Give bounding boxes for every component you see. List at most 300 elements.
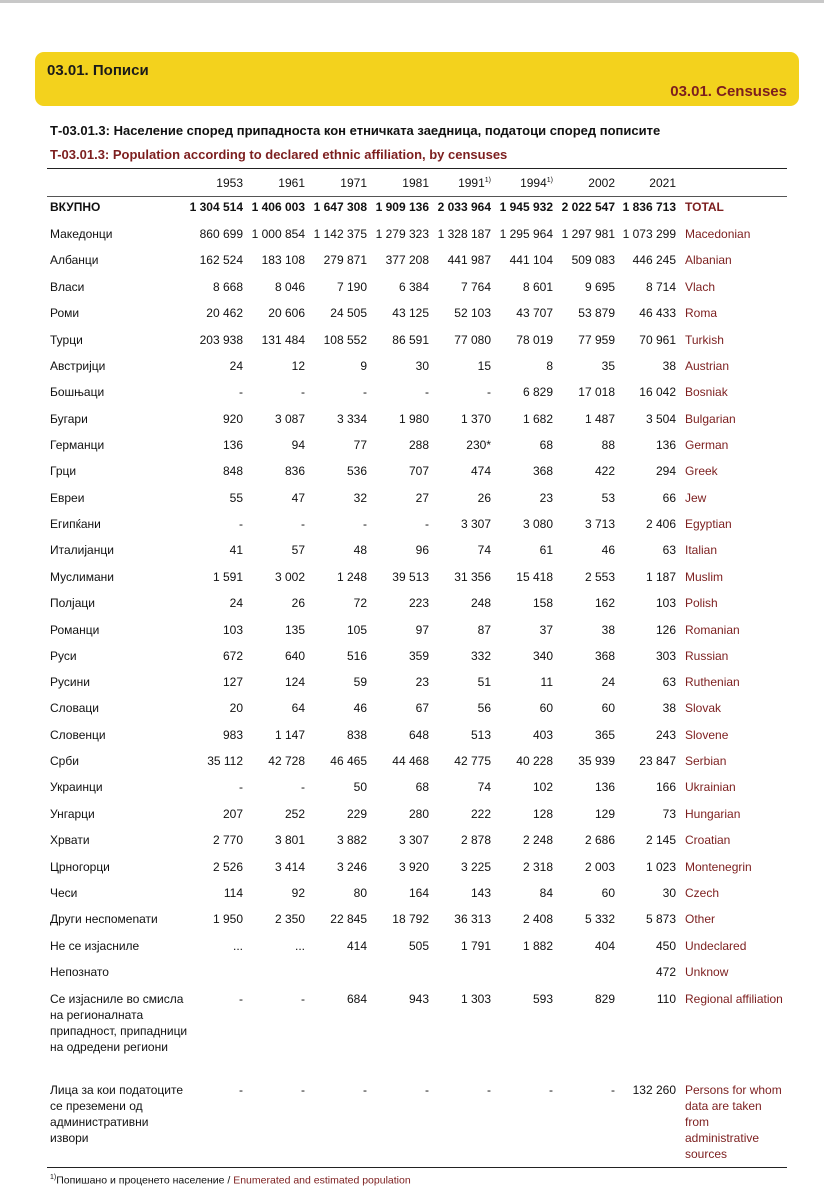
cell-1961: - <box>301 517 305 531</box>
cell-1991: 31 356 <box>454 570 491 584</box>
cell-1994: 1 945 932 <box>499 200 553 214</box>
cell-1991: 42 775 <box>454 754 491 768</box>
cell-1981: 1 909 136 <box>375 200 429 214</box>
cell-1961: 252 <box>284 807 305 821</box>
year-label: 1994 <box>520 176 547 190</box>
cell-1991: 56 <box>477 701 491 715</box>
cell-1953: 127 <box>222 675 243 689</box>
cell-1991: 51 <box>477 675 491 689</box>
cell-1991: 36 313 <box>454 912 491 926</box>
cell-1971: 229 <box>346 807 367 821</box>
cell-2021: 23 847 <box>639 754 676 768</box>
cell-1953: 20 <box>229 701 243 715</box>
cell-2021: 110 <box>656 992 676 1006</box>
cell-2021: 132 260 <box>632 1083 676 1097</box>
cell-1953: 35 112 <box>207 754 243 768</box>
cell-1953: - <box>239 780 243 794</box>
row-label-en: Russian <box>685 649 729 663</box>
footnote-text-en: Enumerated and estimated population <box>233 1174 411 1187</box>
row-label-mk: Црногорци <box>50 860 110 874</box>
row-label-en: Turkish <box>685 333 724 347</box>
cell-1971: 48 <box>353 543 367 557</box>
cell-2002: 829 <box>594 992 615 1006</box>
cell-1991: 74 <box>477 543 491 557</box>
row-label-mk: Унгарци <box>50 807 95 821</box>
cell-1971: 22 845 <box>330 912 367 926</box>
row-label-en: Czech <box>685 886 720 900</box>
cell-1971: 684 <box>346 992 367 1006</box>
cell-1994: 158 <box>532 596 553 610</box>
row-label-mk: Непознато <box>50 965 109 979</box>
cell-2021: 70 961 <box>639 333 676 347</box>
cell-2002: 422 <box>594 464 615 478</box>
cell-2021: 166 <box>655 780 676 794</box>
row-label-en: Roma <box>685 306 718 320</box>
year-label: 1961 <box>278 176 305 190</box>
cell-2002: 35 939 <box>578 754 615 768</box>
cell-1971: 46 465 <box>330 754 367 768</box>
cell-1971: 32 <box>353 491 367 505</box>
row-label-en: Bosniak <box>685 385 728 399</box>
cell-1961: 1 406 003 <box>251 200 305 214</box>
cell-1953: 136 <box>222 438 243 452</box>
cell-1953: 983 <box>222 728 243 742</box>
cell-1953: 2 526 <box>212 860 243 874</box>
row-label-mk: Германци <box>50 438 105 452</box>
cell-1981: - <box>425 385 429 399</box>
cell-2002: 129 <box>594 807 615 821</box>
cell-1994: 2 318 <box>522 860 553 874</box>
cell-1994: 403 <box>532 728 553 742</box>
row-label-mk: Лица за кои податоците се преземени од административни извори <box>50 1083 184 1145</box>
cell-2002: 3 713 <box>584 517 615 531</box>
cell-1981: 3 307 <box>398 833 429 847</box>
cell-1961: 12 <box>291 359 305 373</box>
row-label-en: Undeclared <box>685 939 747 953</box>
row-label-mk: Други неспомenати <box>50 912 158 926</box>
cell-1991: 3 225 <box>460 860 491 874</box>
cell-1961: 3 414 <box>274 860 305 874</box>
cell-2002: 24 <box>601 675 615 689</box>
cell-2021: 1 073 299 <box>622 227 676 241</box>
cell-1953: 672 <box>222 649 243 663</box>
cell-2002: 53 879 <box>578 306 615 320</box>
row-label-mk: Бошњаци <box>50 385 105 399</box>
row-label-mk: Полјаци <box>50 596 95 610</box>
cell-1953: 207 <box>222 807 243 821</box>
cell-1971: 414 <box>346 939 367 953</box>
cell-1981: 43 125 <box>392 306 429 320</box>
cell-1991: 222 <box>470 807 491 821</box>
cell-1994: 61 <box>539 543 553 557</box>
cell-1961: 836 <box>284 464 305 478</box>
cell-1961: - <box>301 1083 305 1097</box>
row-label-en: Egyptian <box>685 517 732 531</box>
cell-1961: 8 046 <box>274 280 305 294</box>
cell-1961: ... <box>294 939 305 953</box>
cell-1991: 2 878 <box>460 833 491 847</box>
cell-2002: 5 332 <box>584 912 615 926</box>
cell-1953: ... <box>232 939 243 953</box>
cell-1994: 1 682 <box>522 412 553 426</box>
cell-2021: 2 406 <box>645 517 676 531</box>
banner-title-mk: 03.01. Пописи <box>47 62 149 79</box>
cell-2021: 126 <box>655 623 676 637</box>
year-label: 1991 <box>458 176 485 190</box>
cell-1961: 57 <box>291 543 305 557</box>
cell-1953: 24 <box>229 596 243 610</box>
cell-1971: 7 190 <box>336 280 367 294</box>
cell-1961: 47 <box>291 491 305 505</box>
cell-2002: 1 297 981 <box>561 227 615 241</box>
cell-1953: 1 591 <box>212 570 243 584</box>
cell-2002: 53 <box>601 491 615 505</box>
cell-1981: 67 <box>415 701 429 715</box>
top-border-line <box>0 0 824 3</box>
cell-2021: 1 836 713 <box>622 200 676 214</box>
cell-2021: 3 504 <box>645 412 676 426</box>
cell-2021: 30 <box>662 886 676 900</box>
cell-1961: 1 000 854 <box>251 227 305 241</box>
cell-1991: 15 <box>477 359 491 373</box>
cell-1971: - <box>363 517 367 531</box>
cell-1961: - <box>301 992 305 1006</box>
row-label-mk: Украинци <box>50 780 103 794</box>
cell-1994: 11 <box>540 675 553 689</box>
table-title-mk: Т-03.01.3: Население според припадноста кон етничката заедница, податоци според пописите <box>50 123 661 138</box>
cell-1961: 94 <box>291 438 305 452</box>
cell-1981: 23 <box>415 675 429 689</box>
row-label-mk: Хрвати <box>50 833 90 847</box>
section-banner <box>35 52 799 106</box>
cell-1971: 279 871 <box>323 253 367 267</box>
cell-1994: 40 228 <box>516 754 553 768</box>
cell-1971: 59 <box>353 675 367 689</box>
row-label-mk: Словенци <box>50 728 106 742</box>
footnote <box>50 1174 411 1187</box>
row-label-en: Montenegrin <box>685 860 752 874</box>
cell-1953: 24 <box>229 359 243 373</box>
cell-1953: 1 950 <box>212 912 243 926</box>
cell-1994: 37 <box>539 623 553 637</box>
row-label-en: Vlach <box>685 280 716 294</box>
cell-1953: 203 938 <box>199 333 243 347</box>
cell-1991: 143 <box>470 886 491 900</box>
cell-1991: 26 <box>477 491 491 505</box>
row-label-mk: Словаци <box>50 701 99 715</box>
cell-1961: 42 728 <box>268 754 305 768</box>
cell-2021: 63 <box>662 543 676 557</box>
cell-1971: 1 248 <box>336 570 367 584</box>
cell-1971: 80 <box>353 886 367 900</box>
cell-2021: 294 <box>655 464 676 478</box>
cell-1991: 474 <box>470 464 491 478</box>
footnote-text-mk: Попишано и проценето население / <box>56 1174 231 1187</box>
cell-1991: 1 370 <box>460 412 491 426</box>
cell-1953: - <box>239 385 243 399</box>
row-label-en: Greek <box>685 464 718 478</box>
row-label-en: Jew <box>685 491 707 505</box>
cell-1961: 124 <box>284 675 305 689</box>
cell-1953: 920 <box>222 412 243 426</box>
cell-1953: - <box>239 517 243 531</box>
cell-1961: 20 606 <box>268 306 305 320</box>
cell-1994: 78 019 <box>516 333 553 347</box>
row-label-mk: Турци <box>50 333 83 347</box>
cell-2021: 243 <box>655 728 676 742</box>
cell-2021: 472 <box>655 965 676 979</box>
cell-1991: 248 <box>470 596 491 610</box>
cell-1981: 30 <box>415 359 429 373</box>
table-header-row <box>0 176 824 192</box>
row-label-en: Polish <box>685 596 718 610</box>
row-label-en: TOTAL <box>685 200 724 214</box>
cell-1971: 24 505 <box>330 306 367 320</box>
cell-1953: 103 <box>222 623 243 637</box>
row-label-mk: Се изјасниле во смисла на регионалната припадност, припадници на одредени региони <box>50 992 188 1054</box>
row-label-en: Unknow <box>685 965 729 979</box>
cell-2002: 35 <box>601 359 615 373</box>
cell-1994: 368 <box>532 464 553 478</box>
cell-1961: - <box>301 385 305 399</box>
cell-1961: 3 087 <box>274 412 305 426</box>
row-label-mk: Русини <box>50 675 90 689</box>
cell-2002: 60 <box>601 701 615 715</box>
table-header-rule <box>47 196 787 197</box>
cell-1971: 516 <box>346 649 367 663</box>
cell-1994: 15 418 <box>516 570 553 584</box>
row-label-en: Other <box>685 912 716 926</box>
cell-1994: 340 <box>532 649 553 663</box>
row-label-mk: Срби <box>50 754 79 768</box>
cell-1971: 105 <box>346 623 367 637</box>
row-label-en: Albanian <box>685 253 732 267</box>
cell-1953: 114 <box>223 886 243 900</box>
cell-1981: 27 <box>415 491 429 505</box>
cell-1994: 2 248 <box>522 833 553 847</box>
cell-1994: 68 <box>539 438 553 452</box>
cell-1953: 2 770 <box>212 833 243 847</box>
cell-2021: 2 145 <box>645 833 676 847</box>
cell-1981: 86 591 <box>392 333 429 347</box>
cell-1953: 848 <box>222 464 243 478</box>
cell-2021: 46 433 <box>639 306 676 320</box>
cell-2002: 404 <box>594 939 615 953</box>
cell-1991: 52 103 <box>454 306 491 320</box>
cell-1981: 288 <box>408 438 429 452</box>
cell-1961: 3 002 <box>274 570 305 584</box>
cell-1961: 1 147 <box>274 728 305 742</box>
cell-1971: - <box>363 385 367 399</box>
cell-1953: 41 <box>229 543 243 557</box>
row-label-en: Croatian <box>685 833 731 847</box>
cell-2021: 66 <box>662 491 676 505</box>
cell-2021: 136 <box>655 438 676 452</box>
cell-1994: 23 <box>539 491 553 505</box>
cell-2002: 2 553 <box>584 570 615 584</box>
year-label: 1981 <box>402 176 429 190</box>
cell-2021: 38 <box>662 359 676 373</box>
year-header-1971 <box>305 176 367 190</box>
cell-2021: 38 <box>662 701 676 715</box>
cell-1994: 593 <box>532 992 553 1006</box>
cell-1991: 77 080 <box>454 333 491 347</box>
cell-1953: 162 524 <box>199 253 243 267</box>
cell-1961: 3 801 <box>274 833 305 847</box>
row-label-en: Slovak <box>685 701 722 715</box>
row-label-mk: Грци <box>50 464 77 478</box>
cell-1971: 77 <box>353 438 367 452</box>
cell-1981: 280 <box>408 807 429 821</box>
cell-1994: 1 882 <box>522 939 553 953</box>
cell-1994: 84 <box>539 886 553 900</box>
cell-2021: 450 <box>655 939 676 953</box>
table-title-en: T-03.01.3: Population according to declared ethnic affiliation, by censuses <box>50 147 508 162</box>
cell-1991: 1 328 187 <box>437 227 491 241</box>
row-label-en: Macedonian <box>685 227 751 241</box>
cell-2002: 2 686 <box>584 833 615 847</box>
cell-2002: 2 022 547 <box>561 200 615 214</box>
cell-1991: 513 <box>470 728 491 742</box>
row-label-en: Slovene <box>685 728 729 742</box>
cell-1971: 1 647 308 <box>313 200 367 214</box>
cell-1971: 1 142 375 <box>313 227 367 241</box>
year-label: 1953 <box>216 176 243 190</box>
year-header-1953 <box>181 176 243 190</box>
cell-2002: 365 <box>594 728 615 742</box>
row-label-en: Ukrainian <box>685 780 736 794</box>
cell-1981: 505 <box>408 939 429 953</box>
cell-1991: 230* <box>466 438 491 452</box>
cell-2002: 60 <box>601 886 615 900</box>
row-label-mk: ВКУПНО <box>50 200 101 214</box>
year-header-1981 <box>367 176 429 190</box>
cell-1994: 8 <box>546 359 553 373</box>
cell-1981: 97 <box>415 623 429 637</box>
cell-1994: 102 <box>532 780 553 794</box>
cell-2021: 8 714 <box>645 280 676 294</box>
cell-1961: 640 <box>284 649 305 663</box>
row-label-mk: Муслимани <box>50 570 114 584</box>
row-label-mk: Власи <box>50 280 85 294</box>
year-header-2002 <box>553 176 615 190</box>
cell-1981: 164 <box>408 886 429 900</box>
row-label-mk: Египќани <box>50 517 101 531</box>
cell-1981: 223 <box>408 596 429 610</box>
cell-1991: 7 764 <box>460 280 491 294</box>
cell-1981: 648 <box>408 728 429 742</box>
cell-1994: 128 <box>532 807 553 821</box>
table-top-rule <box>47 168 787 169</box>
cell-1981: 1 980 <box>398 412 429 426</box>
cell-1961: 64 <box>291 701 305 715</box>
cell-1994: 8 601 <box>522 280 553 294</box>
cell-1971: 108 552 <box>323 333 367 347</box>
cell-2002: 509 083 <box>571 253 615 267</box>
cell-2002: 46 <box>601 543 615 557</box>
cell-1991: - <box>487 1083 491 1097</box>
row-label-en: Regional affiliation <box>685 992 783 1006</box>
cell-2021: 63 <box>662 675 676 689</box>
cell-1953: 55 <box>229 491 243 505</box>
cell-2002: 9 695 <box>584 280 615 294</box>
cell-1961: 26 <box>291 596 305 610</box>
cell-1981: 707 <box>408 464 429 478</box>
cell-2021: 73 <box>662 807 676 821</box>
cell-1953: 20 462 <box>206 306 243 320</box>
cell-1971: 3 246 <box>336 860 367 874</box>
row-label-en: Serbian <box>685 754 727 768</box>
cell-1994: 1 295 964 <box>499 227 553 241</box>
cell-1953: - <box>239 992 243 1006</box>
row-label-mk: Роми <box>50 306 80 320</box>
row-label-en: Romanian <box>685 623 740 637</box>
cell-1961: 2 350 <box>274 912 305 926</box>
row-label-mk: Албанци <box>50 253 99 267</box>
year-header-1991 <box>429 176 491 190</box>
cell-1994: 43 707 <box>516 306 553 320</box>
cell-2002: 88 <box>601 438 615 452</box>
cell-2002: 2 003 <box>584 860 615 874</box>
cell-1961: - <box>301 780 305 794</box>
cell-1981: 943 <box>408 992 429 1006</box>
row-label-mk: Македонци <box>50 227 113 241</box>
cell-2002: 162 <box>594 596 615 610</box>
row-label-mk: Романци <box>50 623 100 637</box>
cell-2021: 303 <box>655 649 676 663</box>
cell-1971: 838 <box>346 728 367 742</box>
cell-1991: 3 307 <box>460 517 491 531</box>
cell-1981: 6 384 <box>398 280 429 294</box>
cell-1981: 1 279 323 <box>375 227 429 241</box>
cell-1961: 183 108 <box>261 253 305 267</box>
cell-1953: 860 699 <box>199 227 243 241</box>
cell-1971: 9 <box>360 359 367 373</box>
cell-1981: - <box>425 1083 429 1097</box>
cell-1981: 3 920 <box>398 860 429 874</box>
cell-1981: 359 <box>408 649 429 663</box>
cell-1961: 92 <box>291 886 305 900</box>
row-label-mk: Чеси <box>50 886 78 900</box>
row-label-mk: Руси <box>50 649 77 663</box>
year-footnote-mark: 1) <box>546 177 553 184</box>
cell-1991: 1 303 <box>460 992 491 1006</box>
row-label-en: Muslim <box>685 570 723 584</box>
year-header-1961 <box>243 176 305 190</box>
cell-1971: 536 <box>346 464 367 478</box>
row-label-en: German <box>685 438 729 452</box>
row-label-mk: Италијанци <box>50 543 114 557</box>
cell-1991: 2 033 964 <box>437 200 491 214</box>
cell-1994: 60 <box>539 701 553 715</box>
cell-2021: 16 042 <box>639 385 676 399</box>
cell-1991: 87 <box>477 623 491 637</box>
table-bottom-rule <box>47 1167 787 1168</box>
row-label-mk: Бугари <box>50 412 88 426</box>
cell-1971: 72 <box>353 596 367 610</box>
cell-2002: 77 959 <box>578 333 615 347</box>
row-label-mk: Не се изјасниле <box>50 939 140 953</box>
row-label-en: Italian <box>685 543 718 557</box>
cell-1971: 46 <box>353 701 367 715</box>
cell-1991: - <box>487 385 491 399</box>
cell-1953: - <box>239 1083 243 1097</box>
row-label-en: Ruthenian <box>685 675 740 689</box>
cell-2002: 17 018 <box>578 385 615 399</box>
cell-1994: 3 080 <box>522 517 553 531</box>
cell-2002: 368 <box>594 649 615 663</box>
cell-2002: 136 <box>594 780 615 794</box>
